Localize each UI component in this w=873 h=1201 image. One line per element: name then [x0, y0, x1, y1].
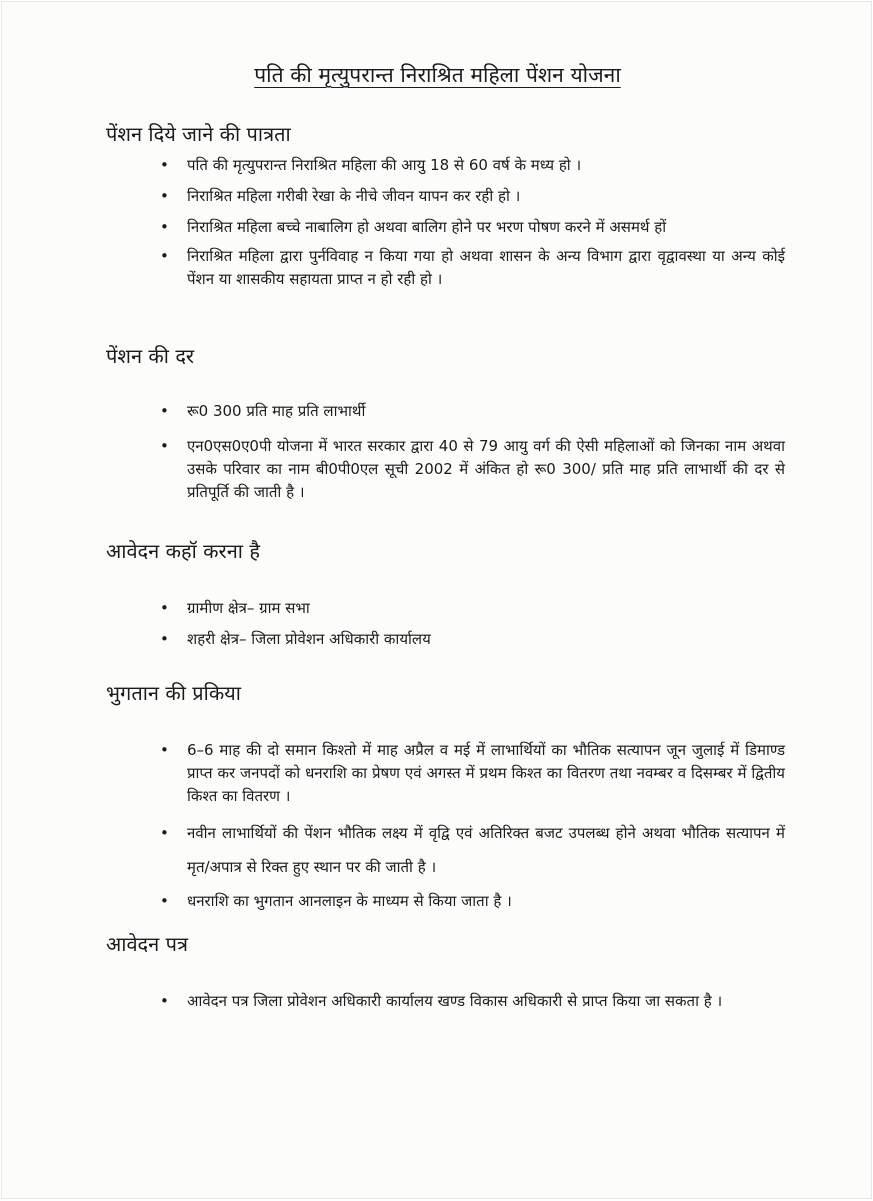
- list-item: [160, 597, 785, 620]
- list-item-text: निराश्रित महिला द्वारा पुर्नविवाह न किया गया हो अथवा शासन के अन्य विभाग द्वारा वृद्वावस्था या अन्य कोई पेंशन या शासकीय सहायता प्राप्त न हो रही हो ।: [187, 247, 785, 288]
- list-item: [160, 400, 785, 423]
- bullet-icon: •: [160, 824, 169, 842]
- bullet-icon: •: [160, 187, 169, 205]
- list-item-text: ग्रामीण क्षेत्र– ग्राम सभा: [187, 599, 310, 617]
- section-heading-application-form: आवेदन पत्र: [106, 932, 189, 956]
- section-heading-pension-rate: पेंशन की दर: [106, 344, 195, 368]
- list-item-text: 6–6 माह की दो समान किश्तो में माह अप्रैल व मई में लाभार्थियों का भौतिक सत्यापन जून जुलाई में डिमाण्ड प्राप्त कर जनपदों को धनराशि का प्रेषण एवं अगस्त में प्रथम किश्त का वितरण तथा नवम्बर व दिसम्बर में द्वितीय किश्त का वितरण ।: [187, 741, 785, 805]
- bullet-icon: •: [160, 599, 169, 617]
- list-item-text: पति की मृत्युपरान्त निराश्रित महिला की आयु 18 से 60 वर्ष के मध्य हो ।: [187, 156, 582, 174]
- bullet-icon: •: [160, 218, 169, 236]
- list-item-text: आवेदन पत्र जिला प्रोवेशन अधिकारी कार्यालय खण्ड विकास अधिकारी से प्राप्त किया जा सकता है ।: [187, 992, 723, 1010]
- bullet-icon: •: [160, 156, 169, 174]
- list-item: [160, 990, 785, 1013]
- bullet-icon: •: [160, 630, 169, 648]
- list-item: [160, 739, 785, 808]
- bullet-icon: •: [160, 247, 169, 265]
- list-item-text: निराश्रित महिला बच्चे नाबालिग हो अथवा बालिग होने पर भरण पोषण करने में असमर्थ हों: [187, 218, 667, 236]
- list-item-text: नवीन लाभार्थियों की पेंशन भौतिक लक्ष्य में वृद्वि एवं अतिरिक्त बजट उपलब्ध होने अथवा भौतिक सत्यापन में मृत/अपात्र से रिक्त हुए स्थान पर की जाती है ।: [187, 824, 785, 876]
- eligibility-list: [160, 154, 785, 291]
- bullet-icon: •: [160, 741, 169, 759]
- list-item: [160, 890, 785, 913]
- list-item: [160, 628, 785, 651]
- bullet-icon: •: [160, 402, 169, 420]
- document-page: [1, 1, 872, 1199]
- where-to-apply-list: [160, 597, 785, 651]
- bullet-icon: •: [160, 992, 169, 1010]
- section-heading-where-to-apply: आवेदन कहॉ करना है: [106, 539, 260, 563]
- list-item: [160, 185, 785, 208]
- bullet-icon: •: [160, 437, 169, 455]
- payment-process-list: [160, 739, 785, 913]
- list-item: [160, 154, 785, 177]
- list-item-text: शहरी क्षेत्र– जिला प्रोवेशन अधिकारी कार्यालय: [187, 630, 431, 648]
- list-item: [160, 816, 785, 884]
- list-item-text: धनराशि का भुगतान आनलाइन के माध्यम से किया जाता है ।: [187, 892, 512, 910]
- document-title-wrapper: [2, 60, 873, 90]
- section-heading-payment-process: भुगतान की प्रकिया: [106, 681, 241, 705]
- list-item-text: रू0 300 प्रति माह प्रति लाभार्थी: [187, 402, 366, 420]
- application-form-list: [160, 990, 785, 1013]
- list-item: [160, 245, 785, 291]
- list-item: [160, 435, 785, 504]
- list-item: [160, 216, 785, 239]
- list-item-text: एन0एस0ए0पी योजना में भारत सरकार द्वारा 40 से 79 आयु वर्ग की ऐसी महिलाओं को जिनका नाम अथवा उसके परिवार का नाम बी0पी0एल सूची 2002 में अंकित हो रू0 300/ प्रति माह प्रति लाभार्थी की दर से प्रतिपूर्ति की जाती है ।: [187, 437, 785, 501]
- list-item-text: निराश्रित महिला गरीबी रेखा के नीचे जीवन यापन कर रही हो ।: [187, 187, 521, 205]
- pension-rate-list: [160, 400, 785, 504]
- section-heading-eligibility: पेंशन दिये जाने की पात्रता: [106, 122, 291, 146]
- bullet-icon: •: [160, 892, 169, 910]
- document-title: पति की मृत्युपरान्त निराश्रित महिला पेंशन योजना: [254, 63, 621, 87]
